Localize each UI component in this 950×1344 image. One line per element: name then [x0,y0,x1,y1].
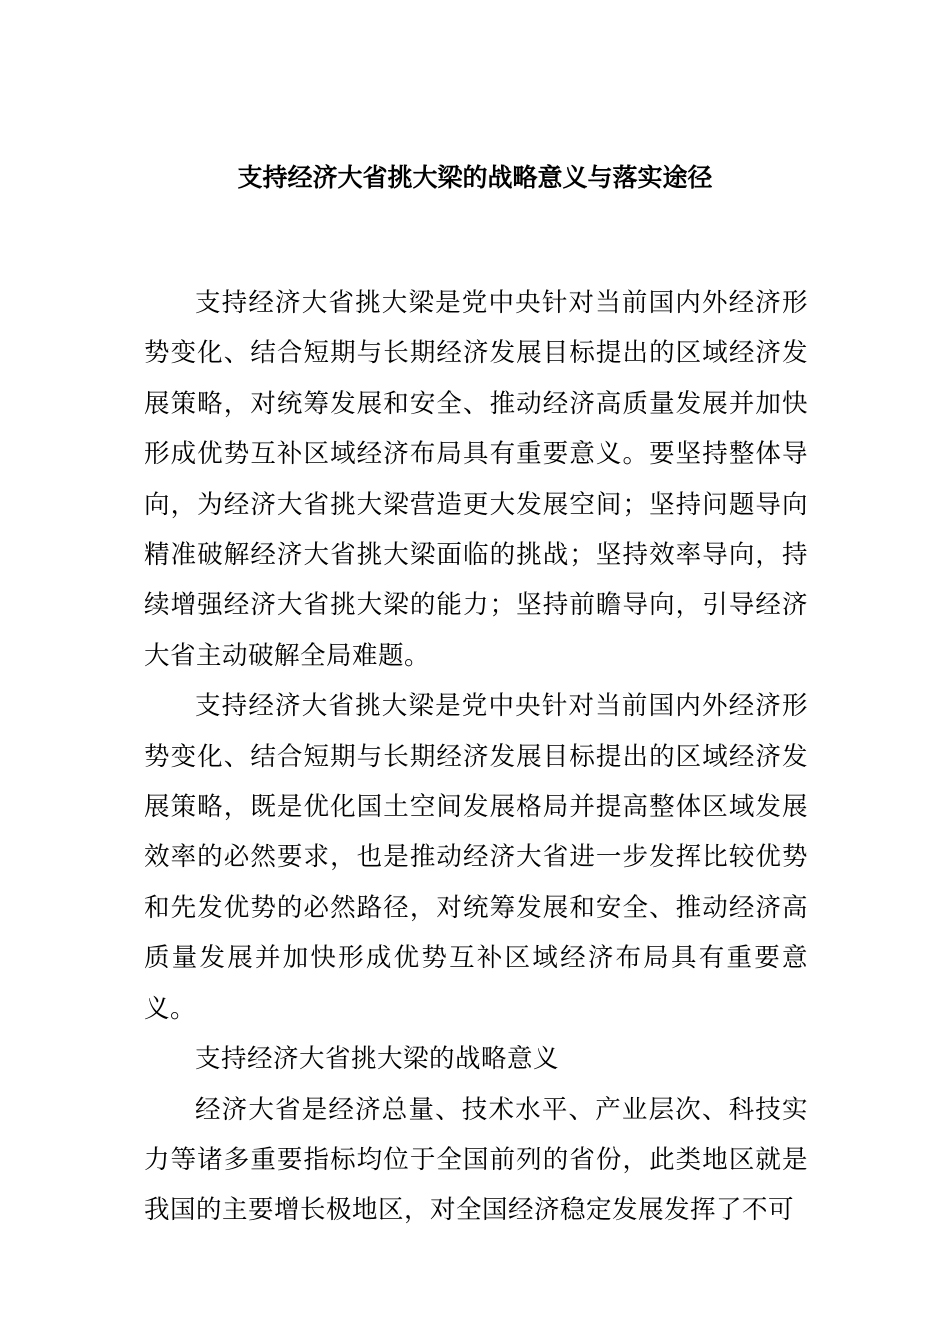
section-heading: 支持经济大省挑大梁的战略意义 [195,1044,560,1075]
paragraph-2: 支持经济大省挑大梁是党中央针对当前国内外经济形势变化、结合短期与长期经济发展目标提出的区域经济发展策略，既是优化国土空间发展格局并提高整体区域发展效率的必然要求，也是推动经济大省进一步发挥比较优势和先发优势的必然路径，对统筹发展和安全、推动经济高质量发展并加快形成优势互补区域经济布局具有重要意义。 [144,691,808,1024]
paragraph-1: 支持经济大省挑大梁是党中央针对当前国内外经济形势变化、结合短期与长期经济发展目标提出的区域经济发展策略，对统筹发展和安全、推动经济高质量发展并加快形成优势互补区域经济布局具有重要意义。要坚持整体导向，为经济大省挑大梁营造更大发展空间；坚持问题导向精准破解经济大省挑大梁面临的挑战；坚持效率导向，持续增强经济大省挑大梁的能力；坚持前瞻导向，引导经济大省主动破解全局难题。 [144,288,808,671]
paragraph-3: 经济大省是经济总量、技术水平、产业层次、科技实力等诸多重要指标均位于全国前列的省份，此类地区就是我国的主要增长极地区，对全国经济稳定发展发挥了不可 [144,1094,808,1226]
document-body [144,278,808,1236]
document-title: 支持经济大省挑大梁的战略意义与落实途径 [237,163,713,192]
